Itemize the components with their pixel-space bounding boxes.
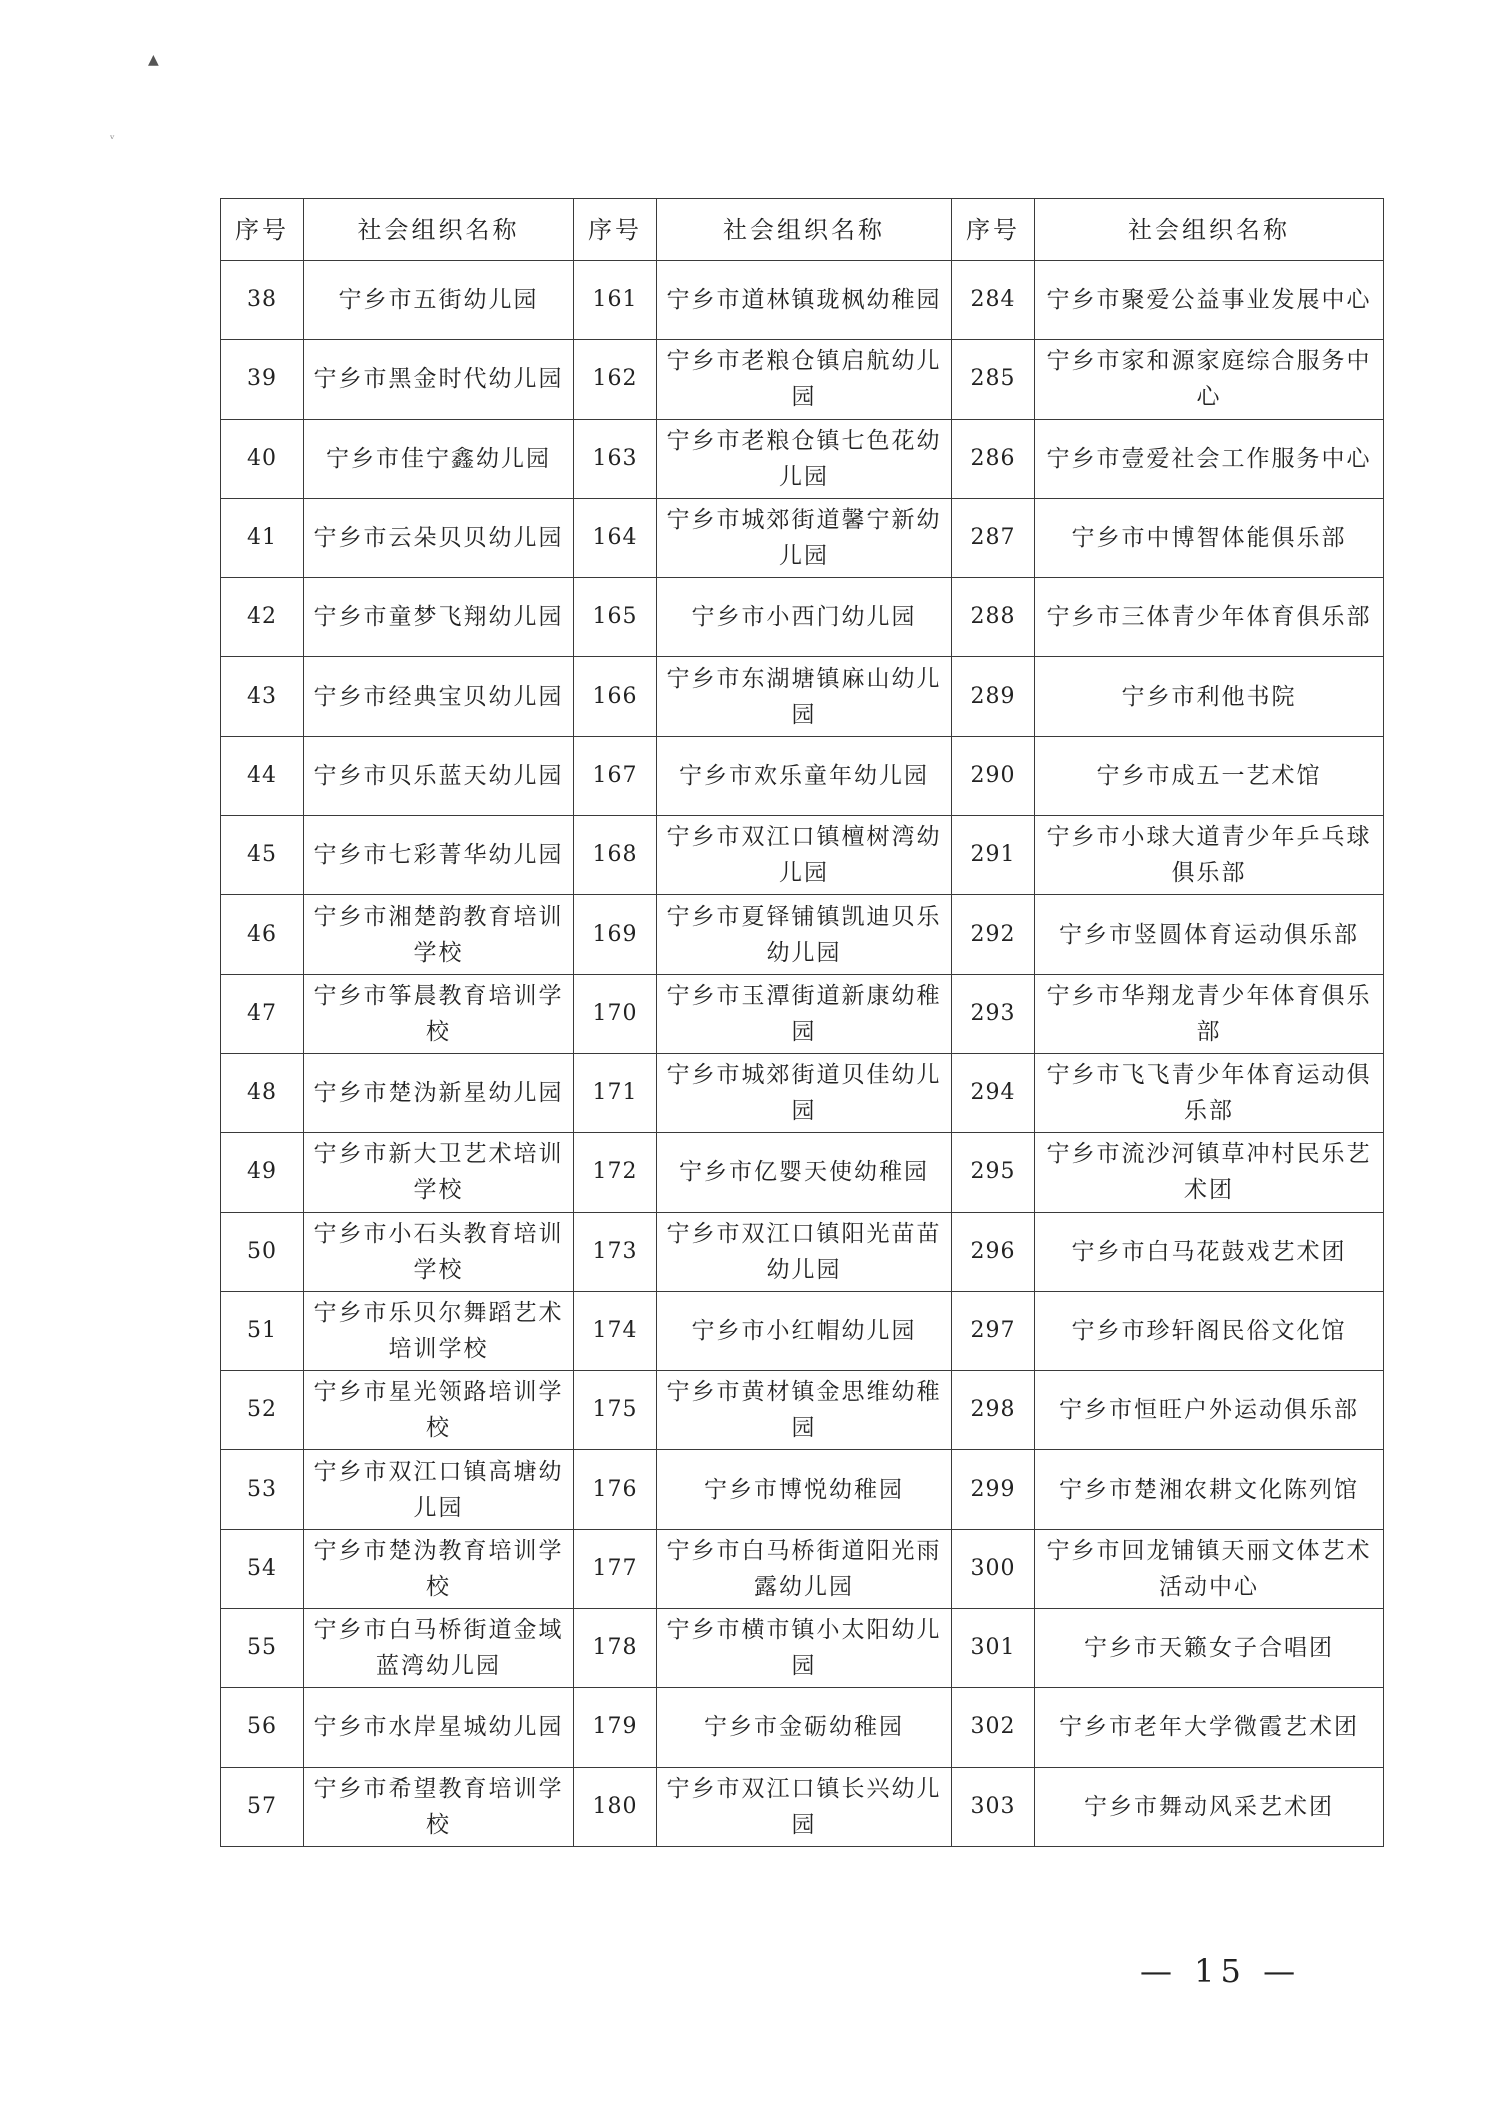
header-serial: 序号 (952, 199, 1035, 261)
table-row (221, 1609, 1384, 1688)
org-name-cell: 宁乡市童梦飞翔幼儿园 (304, 578, 574, 657)
serial-number-cell: 291 (952, 816, 1035, 895)
org-name-cell: 宁乡市小红帽幼儿园 (657, 1291, 952, 1370)
serial-number-cell: 162 (574, 340, 657, 419)
org-name-cell: 宁乡市白马花鼓戏艺术团 (1035, 1212, 1384, 1291)
serial-number-cell: 49 (221, 1133, 304, 1212)
org-name-cell: 宁乡市老粮仓镇七色花幼儿园 (657, 419, 952, 498)
org-name-cell: 宁乡市贝乐蓝天幼儿园 (304, 736, 574, 815)
serial-number-cell: 179 (574, 1688, 657, 1767)
table-row (221, 498, 1384, 577)
org-name-cell: 宁乡市金砺幼稚园 (657, 1688, 952, 1767)
org-name-cell: 宁乡市楚沩教育培训学校 (304, 1529, 574, 1608)
serial-number-cell: 285 (952, 340, 1035, 419)
serial-number-cell: 287 (952, 498, 1035, 577)
table-row (221, 816, 1384, 895)
serial-number-cell: 298 (952, 1371, 1035, 1450)
org-name-cell: 宁乡市成五一艺术馆 (1035, 736, 1384, 815)
org-name-cell: 宁乡市三体青少年体育俱乐部 (1035, 578, 1384, 657)
org-name-cell: 宁乡市夏铎铺镇凯迪贝乐幼儿园 (657, 895, 952, 974)
table-row (221, 1053, 1384, 1132)
org-name-cell: 宁乡市天籁女子合唱团 (1035, 1609, 1384, 1688)
header-org-name: 社会组织名称 (1035, 199, 1384, 261)
org-name-cell: 宁乡市亿婴天使幼稚园 (657, 1133, 952, 1212)
serial-number-cell: 303 (952, 1767, 1035, 1846)
org-name-cell: 宁乡市小西门幼儿园 (657, 578, 952, 657)
serial-number-cell: 284 (952, 261, 1035, 340)
header-org-name: 社会组织名称 (304, 199, 574, 261)
serial-number-cell: 164 (574, 498, 657, 577)
serial-number-cell: 39 (221, 340, 304, 419)
org-name-cell: 宁乡市家和源家庭综合服务中心 (1035, 340, 1384, 419)
serial-number-cell: 48 (221, 1053, 304, 1132)
org-name-cell: 宁乡市筝晨教育培训学校 (304, 974, 574, 1053)
serial-number-cell: 56 (221, 1688, 304, 1767)
serial-number-cell: 44 (221, 736, 304, 815)
org-name-cell: 宁乡市乐贝尔舞蹈艺术培训学校 (304, 1291, 574, 1370)
table-row (221, 1133, 1384, 1212)
org-name-cell: 宁乡市道林镇珑枫幼稚园 (657, 261, 952, 340)
serial-number-cell: 40 (221, 419, 304, 498)
header-serial: 序号 (574, 199, 657, 261)
serial-number-cell: 46 (221, 895, 304, 974)
serial-number-cell: 41 (221, 498, 304, 577)
org-name-cell: 宁乡市恒旺户外运动俱乐部 (1035, 1371, 1384, 1450)
serial-number-cell: 171 (574, 1053, 657, 1132)
org-name-cell: 宁乡市博悦幼稚园 (657, 1450, 952, 1529)
serial-number-cell: 302 (952, 1688, 1035, 1767)
table-row (221, 1450, 1384, 1529)
serial-number-cell: 45 (221, 816, 304, 895)
serial-number-cell: 177 (574, 1529, 657, 1608)
table-row (221, 1688, 1384, 1767)
serial-number-cell: 166 (574, 657, 657, 736)
serial-number-cell: 51 (221, 1291, 304, 1370)
serial-number-cell: 57 (221, 1767, 304, 1846)
table-row (221, 736, 1384, 815)
serial-number-cell: 174 (574, 1291, 657, 1370)
serial-number-cell: 167 (574, 736, 657, 815)
serial-number-cell: 53 (221, 1450, 304, 1529)
serial-number-cell: 293 (952, 974, 1035, 1053)
serial-number-cell: 297 (952, 1291, 1035, 1370)
org-name-cell: 宁乡市双江口镇长兴幼儿园 (657, 1767, 952, 1846)
org-name-cell: 宁乡市星光领路培训学校 (304, 1371, 574, 1450)
serial-number-cell: 169 (574, 895, 657, 974)
table-row (221, 974, 1384, 1053)
serial-number-cell: 47 (221, 974, 304, 1053)
org-name-cell: 宁乡市佳宁鑫幼儿园 (304, 419, 574, 498)
serial-number-cell: 55 (221, 1609, 304, 1688)
serial-number-cell: 296 (952, 1212, 1035, 1291)
serial-number-cell: 180 (574, 1767, 657, 1846)
serial-number-cell: 38 (221, 261, 304, 340)
page-number: — 15 — (1140, 1952, 1302, 1990)
serial-number-cell: 288 (952, 578, 1035, 657)
org-name-cell: 宁乡市聚爱公益事业发展中心 (1035, 261, 1384, 340)
org-name-cell: 宁乡市玉潭街道新康幼稚园 (657, 974, 952, 1053)
header-org-name: 社会组织名称 (657, 199, 952, 261)
org-name-cell: 宁乡市城郊街道贝佳幼儿园 (657, 1053, 952, 1132)
table-row (221, 1291, 1384, 1370)
serial-number-cell: 294 (952, 1053, 1035, 1132)
org-name-cell: 宁乡市飞飞青少年体育运动俱乐部 (1035, 1053, 1384, 1132)
org-name-cell: 宁乡市白马桥街道金域蓝湾幼儿园 (304, 1609, 574, 1688)
org-name-cell: 宁乡市双江口镇檀树湾幼儿园 (657, 816, 952, 895)
scan-mark: ᵥ (110, 128, 115, 142)
organization-table (220, 198, 1384, 1847)
org-name-cell: 宁乡市双江口镇高塘幼儿园 (304, 1450, 574, 1529)
org-name-cell: 宁乡市七彩菁华幼儿园 (304, 816, 574, 895)
table-row (221, 1371, 1384, 1450)
org-name-cell: 宁乡市利他书院 (1035, 657, 1384, 736)
serial-number-cell: 286 (952, 419, 1035, 498)
header-serial: 序号 (221, 199, 304, 261)
serial-number-cell: 165 (574, 578, 657, 657)
org-name-cell: 宁乡市横市镇小太阳幼儿园 (657, 1609, 952, 1688)
org-name-cell: 宁乡市欢乐童年幼儿园 (657, 736, 952, 815)
org-name-cell: 宁乡市流沙河镇草冲村民乐艺术团 (1035, 1133, 1384, 1212)
table-row (221, 261, 1384, 340)
serial-number-cell: 52 (221, 1371, 304, 1450)
table-row (221, 578, 1384, 657)
serial-number-cell: 299 (952, 1450, 1035, 1529)
table-row (221, 1767, 1384, 1846)
serial-number-cell: 175 (574, 1371, 657, 1450)
table-body (221, 261, 1384, 1847)
table-row (221, 1529, 1384, 1608)
org-name-cell: 宁乡市小球大道青少年乒乓球俱乐部 (1035, 816, 1384, 895)
table-row (221, 657, 1384, 736)
table-row (221, 1212, 1384, 1291)
serial-number-cell: 292 (952, 895, 1035, 974)
org-name-cell: 宁乡市五街幼儿园 (304, 261, 574, 340)
org-name-cell: 宁乡市老年大学微霞艺术团 (1035, 1688, 1384, 1767)
scan-mark: ▲ (148, 52, 159, 68)
serial-number-cell: 290 (952, 736, 1035, 815)
org-name-cell: 宁乡市老粮仓镇启航幼儿园 (657, 340, 952, 419)
serial-number-cell: 54 (221, 1529, 304, 1608)
org-name-cell: 宁乡市黑金时代幼儿园 (304, 340, 574, 419)
serial-number-cell: 168 (574, 816, 657, 895)
table-row (221, 895, 1384, 974)
org-name-cell: 宁乡市湘楚韵教育培训学校 (304, 895, 574, 974)
org-name-cell: 宁乡市中博智体能俱乐部 (1035, 498, 1384, 577)
org-name-cell: 宁乡市华翔龙青少年体育俱乐部 (1035, 974, 1384, 1053)
serial-number-cell: 178 (574, 1609, 657, 1688)
org-name-cell: 宁乡市黄材镇金思维幼稚园 (657, 1371, 952, 1450)
table-header-row (221, 199, 1384, 261)
org-name-cell: 宁乡市水岸星城幼儿园 (304, 1688, 574, 1767)
serial-number-cell: 43 (221, 657, 304, 736)
org-name-cell: 宁乡市楚湘农耕文化陈列馆 (1035, 1450, 1384, 1529)
org-name-cell: 宁乡市新大卫艺术培训学校 (304, 1133, 574, 1212)
serial-number-cell: 50 (221, 1212, 304, 1291)
org-name-cell: 宁乡市回龙铺镇天丽文体艺术活动中心 (1035, 1529, 1384, 1608)
org-name-cell: 宁乡市东湖塘镇麻山幼儿园 (657, 657, 952, 736)
serial-number-cell: 176 (574, 1450, 657, 1529)
serial-number-cell: 300 (952, 1529, 1035, 1608)
serial-number-cell: 170 (574, 974, 657, 1053)
table-row (221, 340, 1384, 419)
org-name-cell: 宁乡市双江口镇阳光苗苗幼儿园 (657, 1212, 952, 1291)
serial-number-cell: 301 (952, 1609, 1035, 1688)
table-row (221, 419, 1384, 498)
org-name-cell: 宁乡市楚沩新星幼儿园 (304, 1053, 574, 1132)
org-name-cell: 宁乡市舞动风采艺术团 (1035, 1767, 1384, 1846)
serial-number-cell: 163 (574, 419, 657, 498)
serial-number-cell: 161 (574, 261, 657, 340)
org-name-cell: 宁乡市竖圆体育运动俱乐部 (1035, 895, 1384, 974)
org-name-cell: 宁乡市云朵贝贝幼儿园 (304, 498, 574, 577)
serial-number-cell: 295 (952, 1133, 1035, 1212)
serial-number-cell: 172 (574, 1133, 657, 1212)
org-name-cell: 宁乡市城郊街道馨宁新幼儿园 (657, 498, 952, 577)
org-name-cell: 宁乡市经典宝贝幼儿园 (304, 657, 574, 736)
serial-number-cell: 173 (574, 1212, 657, 1291)
org-name-cell: 宁乡市白马桥街道阳光雨露幼儿园 (657, 1529, 952, 1608)
org-name-cell: 宁乡市希望教育培训学校 (304, 1767, 574, 1846)
serial-number-cell: 289 (952, 657, 1035, 736)
org-name-cell: 宁乡市珍轩阁民俗文化馆 (1035, 1291, 1384, 1370)
serial-number-cell: 42 (221, 578, 304, 657)
org-name-cell: 宁乡市壹爱社会工作服务中心 (1035, 419, 1384, 498)
org-name-cell: 宁乡市小石头教育培训学校 (304, 1212, 574, 1291)
